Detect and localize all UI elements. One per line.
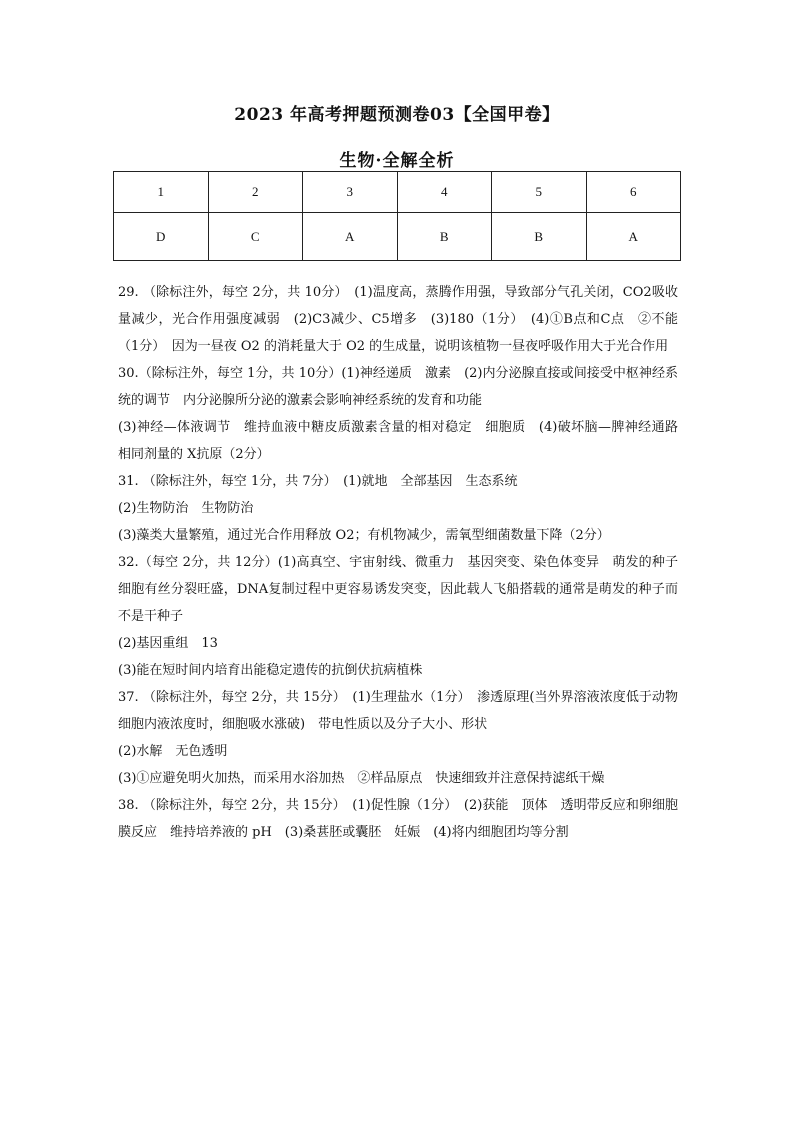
answer-30: 30.（除标注外，每空 1分，共 10分）(1)神经递质 激素 (2)内分泌腺直接或间接受中枢神经系统的调节 内分泌腺所分泌的激素会影响神经系统的发育和功能 xyxy=(118,366,678,408)
answer-32: 32.（每空 2分，共 12分）(1)高真空、宇宙射线、微重力 基因突变、染色体变异 萌发的种子细胞有丝分裂旺盛，DNA复制过程中更容易诱发突变，因此载人飞船搭载的通常是萌发的种子而不是干种子 xyxy=(118,555,678,624)
answer-32-part2: (2)基因重组 13 xyxy=(118,636,218,651)
answer-37-part2: (2)水解 无色透明 xyxy=(118,744,228,759)
answer-37: 37. （除标注外，每空 2分，共 15分） (1)生理盐水（1分） 渗透原理(当外界溶液浓度低于动物细胞内液浓度时，细胞吸水涨破) 带电性质以及分子大小、形状 xyxy=(118,690,678,732)
answer-31: 31. （除标注外，每空 1分，共 7分） (1)就地 全部基因 生态系统 xyxy=(118,474,518,489)
question-number: 1 xyxy=(114,172,209,213)
answer-cell: A xyxy=(586,213,681,261)
question-number: 2 xyxy=(208,172,303,213)
answer-cell: B xyxy=(397,213,492,261)
answer-29: 29. （除标注外，每空 2分，共 10分） (1)温度高，蒸腾作用强，导致部分气孔关闭，CO2吸收量减少，光合作用强度减弱 (2)C3减少、C5增多 (3)180（1分） (4)①B点和C点 ②不能（1分） 因为一昼夜 O2 的消耗量大于 O2 的生成量，说明该植物一昼夜呼吸作用大于光合作用 xyxy=(118,285,678,354)
question-number: 4 xyxy=(397,172,492,213)
answer-table xyxy=(113,171,681,261)
page-title: 2023 年高考押题预测卷03【全国甲卷】 xyxy=(234,105,560,125)
answer-table-answer-row xyxy=(114,213,681,261)
page-subtitle: 生物·全解全析 xyxy=(339,151,455,171)
answer-37-part3: (3)①应避免明火加热，而采用水浴加热 ②样品原点 快速细致并注意保持滤纸干燥 xyxy=(118,771,605,786)
answer-32-part3: (3)能在短时间内培育出能稳定遗传的抗倒伏抗病植株 xyxy=(118,663,423,678)
answer-cell: D xyxy=(114,213,209,261)
answer-cell: A xyxy=(303,213,398,261)
question-number: 5 xyxy=(492,172,587,213)
answer-31-part2: (2)生物防治 生物防治 xyxy=(118,501,254,516)
answer-31-part3: (3)藻类大量繁殖，通过光合作用释放 O2；有机物减少，需氧型细菌数量下降（2分） xyxy=(118,528,610,543)
explanation-body xyxy=(118,279,692,846)
question-number: 3 xyxy=(303,172,398,213)
question-number: 6 xyxy=(586,172,681,213)
answer-table-number-row xyxy=(114,172,681,213)
answer-cell: B xyxy=(492,213,587,261)
answer-30-cont: (3)神经—体液调节 维持血液中糖皮质激素含量的相对稳定 细胞质 (4)破坏脑—脾神经通路 相同剂量的 X抗原（2分） xyxy=(118,420,692,462)
answer-cell: C xyxy=(208,213,303,261)
answer-38: 38. （除标注外，每空 2分，共 15分） (1)促性腺（1分） (2)获能 顶体 透明带反应和卵细胞膜反应 维持培养液的 pH (3)桑葚胚或囊胚 妊娠 (4)将内细胞团均等分割 xyxy=(118,798,678,840)
